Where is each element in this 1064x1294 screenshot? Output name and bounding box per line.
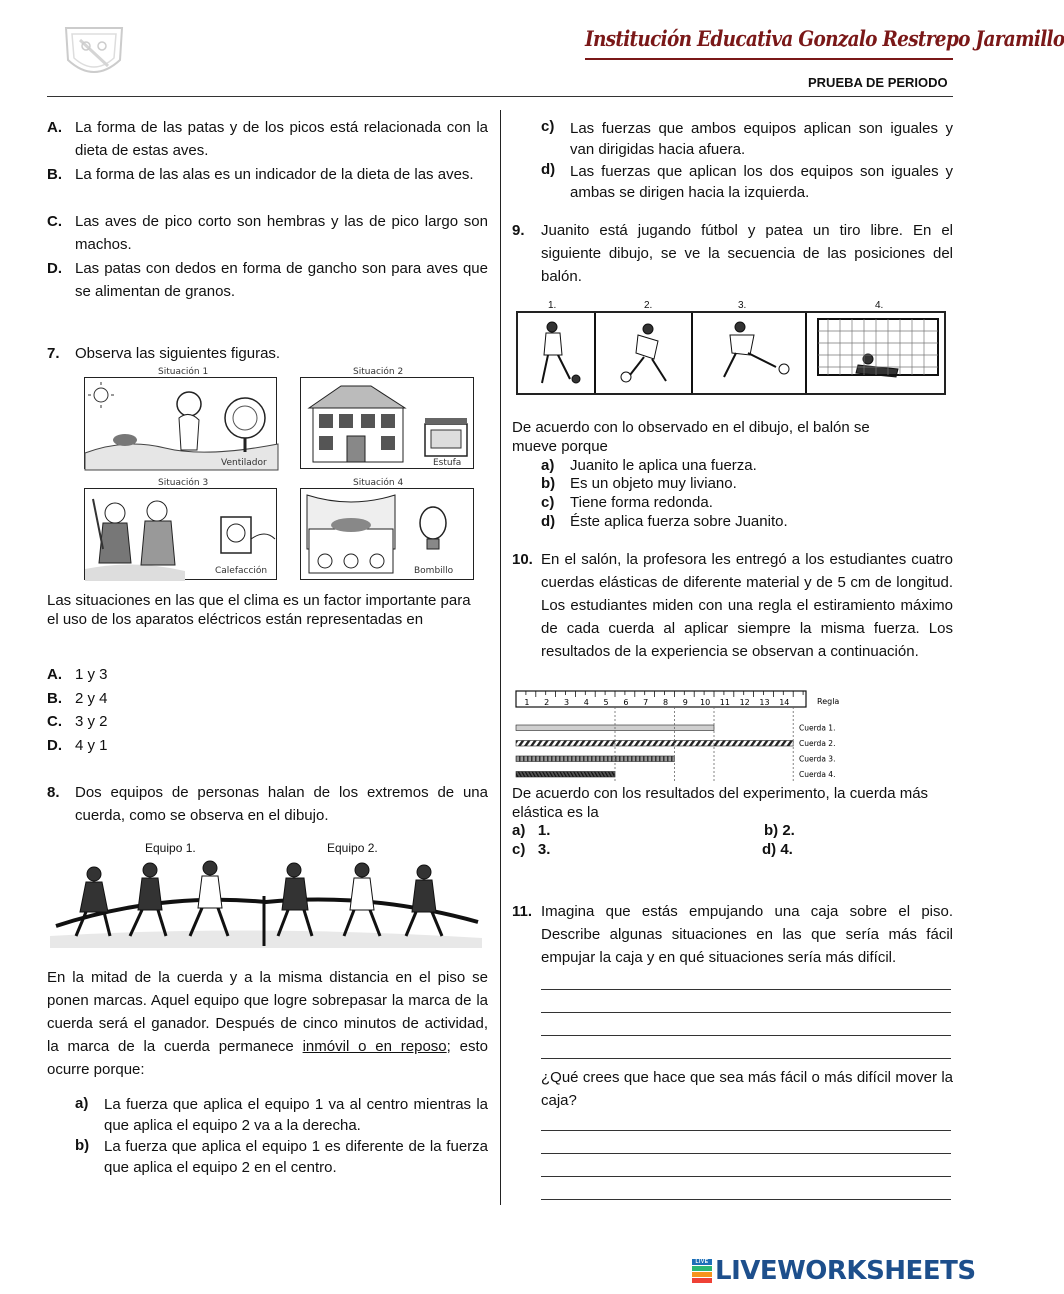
answer-line[interactable] — [541, 1176, 951, 1177]
cord-bar — [516, 772, 615, 778]
answer-line[interactable] — [541, 1130, 951, 1131]
ruler-tick-label: 11 — [719, 698, 730, 707]
ruler-tick-label: 2 — [544, 698, 550, 707]
ruler-figure — [515, 689, 860, 781]
cord-label: Cuerda 2. — [799, 739, 836, 748]
ruler-tick-label: 5 — [603, 698, 609, 707]
situation-2-device: Estufa — [433, 458, 462, 468]
ruler-tick-label: 3 — [563, 698, 570, 707]
ruler-tick-label: 1 — [524, 698, 530, 707]
cord-label: Cuerda 3. — [799, 754, 836, 764]
ruler-tick-label: 10 — [700, 698, 711, 707]
answer-line[interactable] — [541, 1035, 951, 1036]
cord-bar — [516, 756, 674, 762]
frame-label-3: 3. — [738, 300, 747, 311]
live-badge-icon — [692, 1259, 712, 1283]
situation-2-figure — [300, 377, 474, 469]
ruler-tick-label: 13 — [759, 698, 770, 707]
frame-label-1: 1. — [548, 300, 557, 311]
header-rule — [585, 58, 953, 60]
answer-line[interactable] — [541, 1012, 951, 1013]
ruler-tick-label: 9 — [682, 698, 688, 707]
situation-3-device: Calefacción — [215, 566, 268, 576]
liveworksheets-logo[interactable] — [692, 1257, 976, 1285]
ruler-tick-label: 4 — [583, 698, 589, 707]
team-2-label: Equipo 2. — [327, 841, 378, 855]
situation-1-figure — [84, 377, 277, 469]
live-badge-letters: LIVE — [692, 1259, 712, 1265]
ruler-chart — [515, 689, 860, 781]
q10-option-c[interactable]: c) 3. — [512, 841, 551, 858]
q7-prompt: Las situaciones en las que el clima es un factor importante para el uso de los aparatos eléctricos están representadas en — [47, 592, 471, 628]
cord-label: Cuerda 4. — [799, 770, 836, 779]
q8-paragraph: En la mitad de la cuerda y a la misma distancia en el piso se ponen marcas. Aquel equipo que logre sobrepasar la marca de la cuerda será el ganador. Después de cinco minutos de actividad, la marca de la cuerda permanece inmóvil o en reposo; esto ocurre porque: — [47, 969, 489, 1078]
ruler-tick-label: 7 — [643, 698, 649, 707]
answer-line[interactable] — [541, 1153, 951, 1154]
frame-label-4: 4. — [875, 300, 884, 311]
exam-title: PRUEBA DE PERIODO — [808, 75, 948, 90]
q11-followup: ¿Qué crees que hace que sea más fácil o más difícil mover la caja? — [541, 1069, 953, 1109]
ruler-tick-label: 12 — [739, 698, 750, 707]
cord-label: Cuerda 1. — [799, 723, 836, 733]
ruler-label: Regla — [817, 697, 840, 706]
liveworksheets-wordmark: LIVEWORKSHEETS — [715, 1256, 976, 1286]
header-divider — [47, 96, 953, 97]
soccer-sequence-figure — [516, 311, 946, 395]
situation-4-device: Bombillo — [414, 566, 454, 576]
q10-option-d[interactable]: d) 4. — [762, 841, 793, 858]
column-divider — [500, 110, 501, 1205]
school-crest — [60, 22, 128, 86]
q10-prompt: De acuerdo con los resultados del experimento, la cuerda más elástica es la — [512, 785, 929, 821]
ruler-tick-label: 8 — [662, 698, 669, 707]
frame-label-2: 2. — [644, 300, 653, 311]
ruler-tick-label: 14 — [779, 698, 790, 707]
answer-line[interactable] — [541, 989, 951, 990]
ruler-tick-label: 6 — [623, 698, 629, 707]
tug-of-war-figure — [50, 856, 482, 948]
cord-bar — [516, 741, 793, 747]
team-1-label: Equipo 1. — [145, 841, 196, 855]
situation-4-title: Situación 4 — [353, 478, 404, 488]
situation-3-title: Situación 3 — [158, 478, 209, 488]
situation-2-title: Situación 2 — [353, 367, 404, 377]
situation-1-device: Ventilador — [221, 458, 267, 468]
answer-line[interactable] — [541, 1058, 951, 1059]
answer-line[interactable] — [541, 1199, 951, 1200]
q10-option-a[interactable]: a) 1. — [512, 822, 551, 839]
q10-option-b[interactable]: b) 2. — [764, 822, 795, 839]
situation-1-title: Situación 1 — [158, 367, 209, 377]
q9-prompt: De acuerdo con lo observado en el dibujo, el balón se mueve porque — [512, 419, 870, 455]
school-name: Institución Educativa Gonzalo Restrepo Jaramillo — [585, 26, 1064, 51]
